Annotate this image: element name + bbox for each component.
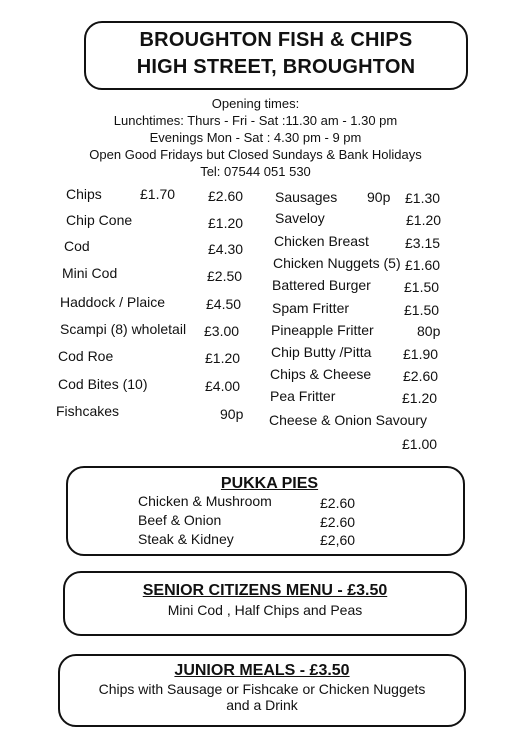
- menu-item-price: £1.20: [205, 350, 241, 366]
- pukka-pies-title: PUKKA PIES: [220, 475, 319, 492]
- menu-item-price: £2.50: [207, 268, 243, 284]
- menu-item-name: Cod Roe: [58, 348, 114, 364]
- junior-meals-box: [58, 654, 466, 727]
- menu-item-price: £3.00: [204, 323, 240, 339]
- menu-item-price: £2.60: [208, 188, 244, 204]
- menu-item-name: Chip Cone: [66, 212, 133, 228]
- pie-price: £2.60: [320, 495, 356, 511]
- menu-item-price: £1.20: [208, 215, 244, 231]
- menu-item-name: Saveloy: [275, 210, 325, 226]
- senior-citizens-title: SENIOR CITIZENS MENU - £3.50: [142, 582, 388, 599]
- menu-item-name: Spam Fritter: [272, 300, 350, 316]
- shop-address: HIGH STREET, BROUGHTON: [136, 56, 416, 78]
- menu-item-price: 80p: [417, 323, 441, 339]
- menu-item-price: £1.50: [404, 302, 440, 318]
- menu-item-price: £2.60: [403, 368, 439, 384]
- menu-item-name: Haddock / Plaice: [60, 294, 166, 310]
- menu-item-name: Chips: [66, 186, 102, 202]
- senior-citizens-box: [63, 571, 467, 636]
- menu-item-price-small: 90p: [367, 189, 391, 205]
- pie-price: £2.60: [320, 514, 356, 530]
- menu-item-name: Cod: [64, 238, 90, 254]
- menu-item-name: Chicken Nuggets (5): [273, 255, 401, 271]
- pie-price: £2,60: [320, 532, 356, 548]
- menu-item-name: Pea Fritter: [270, 388, 336, 404]
- menu-item-name: Sausages: [275, 189, 338, 205]
- menu-item-name: Chicken Breast: [274, 233, 369, 249]
- shop-name: BROUGHTON FISH & CHIPS: [139, 29, 413, 51]
- menu-item-name: Chip Butty /Pitta: [271, 344, 372, 360]
- menu-item-name: Fishcakes: [56, 403, 120, 419]
- junior-meals-line2: and a Drink: [226, 697, 298, 713]
- shop-header-box: [84, 21, 468, 90]
- menu-item-price: 90p: [220, 406, 244, 422]
- menu-item-price: £1.50: [404, 279, 440, 295]
- junior-meals-line1: Chips with Sausage or Fishcake or Chicken Nuggets: [98, 681, 426, 697]
- junior-meals-title: JUNIOR MEALS - £3.50: [174, 662, 350, 679]
- menu-item-price: £4.00: [205, 378, 241, 394]
- pukka-pies-box: [66, 466, 465, 556]
- menu-item-price: £1.30: [405, 190, 441, 206]
- senior-citizens-text: Mini Cod , Half Chips and Peas: [167, 602, 363, 618]
- pie-name: Chicken & Mushroom: [138, 493, 272, 509]
- menu-item-price: £1.60: [405, 257, 441, 273]
- menu-item-price: £1.20: [406, 212, 442, 228]
- menu-item-price-small: £1.70: [140, 186, 176, 202]
- menu-item-price: £4.50: [206, 296, 242, 312]
- menu-item-price: £1.90: [403, 346, 439, 362]
- menu-item-name: Cheese & Onion Savoury: [269, 412, 427, 428]
- opening-times-title: Opening times:: [211, 96, 300, 111]
- menu-item-name: Chips & Cheese: [270, 366, 372, 382]
- menu-item-name: Scampi (8) wholetail: [60, 321, 187, 337]
- menu-item-name: Cod Bites (10): [58, 376, 148, 392]
- menu-item-name: Pineapple Fritter: [271, 322, 374, 338]
- pie-name: Steak & Kidney: [138, 531, 234, 547]
- opening-note: Open Good Fridays but Closed Sundays & Bank Holidays: [89, 147, 422, 162]
- pie-name: Beef & Onion: [138, 512, 222, 528]
- menu-item-name: Battered Burger: [272, 277, 371, 293]
- menu-item-name: Mini Cod: [62, 265, 118, 281]
- opening-lunchtimes: Lunchtimes: Thurs - Fri - Sat :11.30 am - 1.30 pm: [113, 113, 398, 128]
- opening-evenings: Evenings Mon - Sat : 4.30 pm - 9 pm: [149, 130, 362, 145]
- telephone: Tel: 07544 051 530: [200, 164, 311, 179]
- menu-item-price: £1.00: [402, 436, 438, 452]
- menu-item-price: £1.20: [402, 390, 438, 406]
- menu-item-price: £3.15: [405, 235, 441, 251]
- menu-item-price: £4.30: [208, 241, 244, 257]
